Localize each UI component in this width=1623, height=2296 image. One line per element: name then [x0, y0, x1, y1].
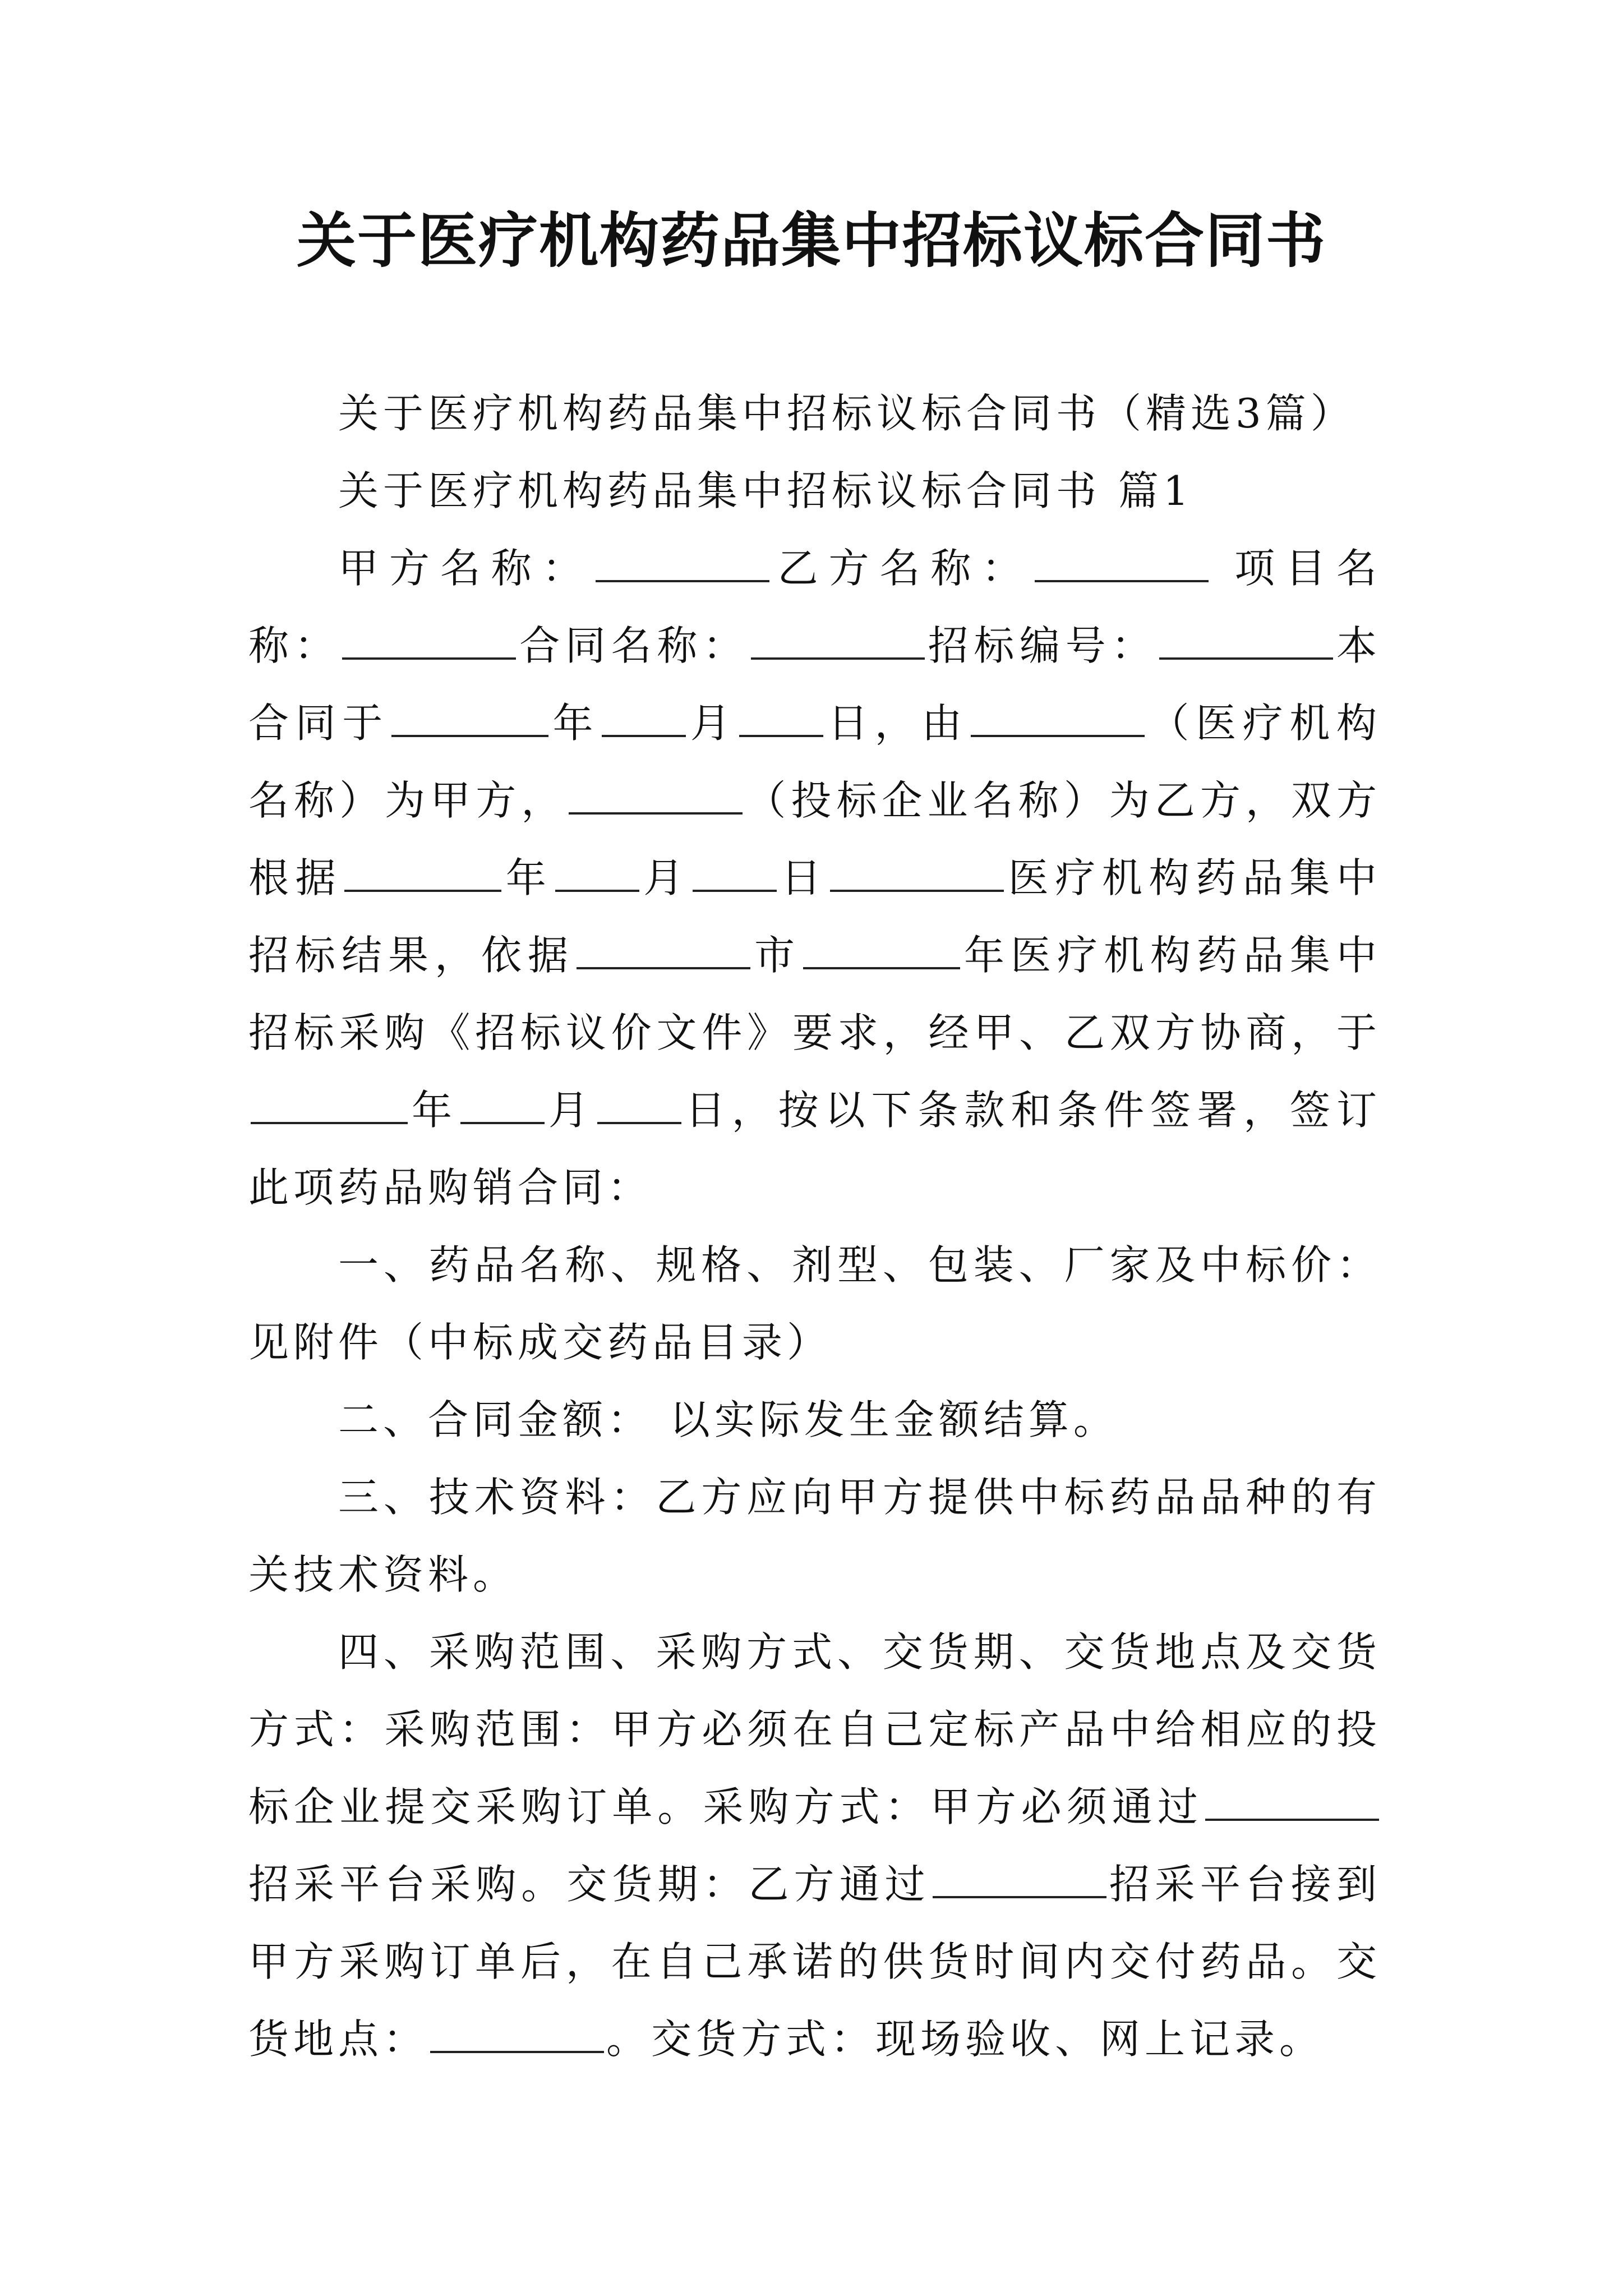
text-fragment: 日，按以下条款和条件签署，签订此项药品购销合同： [248, 1087, 1381, 1211]
blank-platform [1205, 1778, 1379, 1821]
blank-institution-result [830, 849, 1004, 892]
blank-institution [971, 694, 1145, 737]
document-title: 关于医疗机构药品集中招标议标合同书 [297, 206, 1326, 275]
blank-year [391, 694, 548, 737]
blank-party-b [1035, 540, 1209, 582]
blank-sign-year [251, 1082, 408, 1124]
text-fragment: 月 [546, 1087, 595, 1134]
text-fragment: 日 [778, 854, 828, 901]
text-fragment: 年 [550, 700, 600, 747]
text-fragment: （投标企业名称）为乙方，双方根据 [248, 777, 1381, 901]
contract-label: 合同名称： [518, 622, 749, 669]
blank-month [602, 694, 686, 737]
blank-project [342, 617, 516, 660]
document-body [248, 375, 1381, 2078]
tender-no-label: 招标编号： [926, 622, 1158, 669]
text-fragment: 年 [504, 854, 553, 901]
text-fragment: 月 [688, 700, 737, 747]
blank-bidder [569, 772, 743, 815]
text-fragment: 年医疗机构药品集中招标采购《招标议价文件》要求，经甲、乙双方协商，于 [248, 932, 1381, 1056]
party-b-label: 乙方名称： [771, 545, 1033, 592]
blank-delivery-location [430, 2010, 604, 2053]
blank-platform [933, 1856, 1106, 1898]
project-label: 项目名称： [248, 545, 1381, 669]
text-fragment: 本合同于 [248, 622, 1381, 747]
party-a-label: 甲方名称： [338, 545, 593, 592]
clause-2: 二、合同金额： 以实际发生金额结算。 [338, 1396, 1118, 1443]
text-fragment: 招采平台采购。交货期：乙方通过 [248, 1861, 930, 1908]
text-fragment: 。交货方式：现场验收、网上记录。 [606, 2016, 1325, 2063]
document-subtitle: 关于医疗机构药品集中招标议标合同书（精选3篇） [338, 390, 1355, 437]
paragraph-parties [248, 530, 1381, 1226]
text-fragment: 年 [410, 1087, 458, 1134]
text-fragment: 日，由 [826, 700, 969, 747]
text-fragment: 月 [641, 854, 690, 901]
clause-4 [248, 1613, 1381, 2078]
blank-day [739, 694, 823, 737]
blank-sign-month [460, 1082, 545, 1124]
text-fragment: 市 [752, 932, 801, 979]
blank-tender-no [1159, 617, 1333, 660]
blank-month [555, 849, 639, 892]
clause-3: 三、技术资料：乙方应向甲方提供中标药品品种的有关技术资料。 [248, 1474, 1381, 1598]
blank-year [803, 927, 960, 969]
blank-year [344, 849, 501, 892]
blank-party-a [596, 540, 769, 582]
text-fragment: 四、采购范围、采购方式、交货期、交货地点及交货方式：采购范围：甲方必须在自己定标产品中给相应的投标企业提交采购订单。采购方式：甲方必须通过 [248, 1628, 1381, 1830]
text-fragment: 医疗机构药品集中招标结果，依据 [248, 854, 1381, 979]
blank-contract [751, 617, 925, 660]
text-fragment: 招采平台接到甲方采购订单后，在自己承诺的供货时间内交付药品。交货地点： [248, 1861, 1381, 2063]
clause-1: 一、药品名称、规格、剂型、包装、厂家及中标价：见附件（中标成交药品目录） [248, 1241, 1381, 1366]
blank-city [577, 927, 750, 969]
blank-day [693, 849, 777, 892]
section-heading: 关于医疗机构药品集中招标议标合同书 篇1 [338, 467, 1193, 514]
text-fragment: （医疗机构名称）为甲方， [248, 700, 1381, 824]
blank-sign-day [597, 1082, 681, 1124]
